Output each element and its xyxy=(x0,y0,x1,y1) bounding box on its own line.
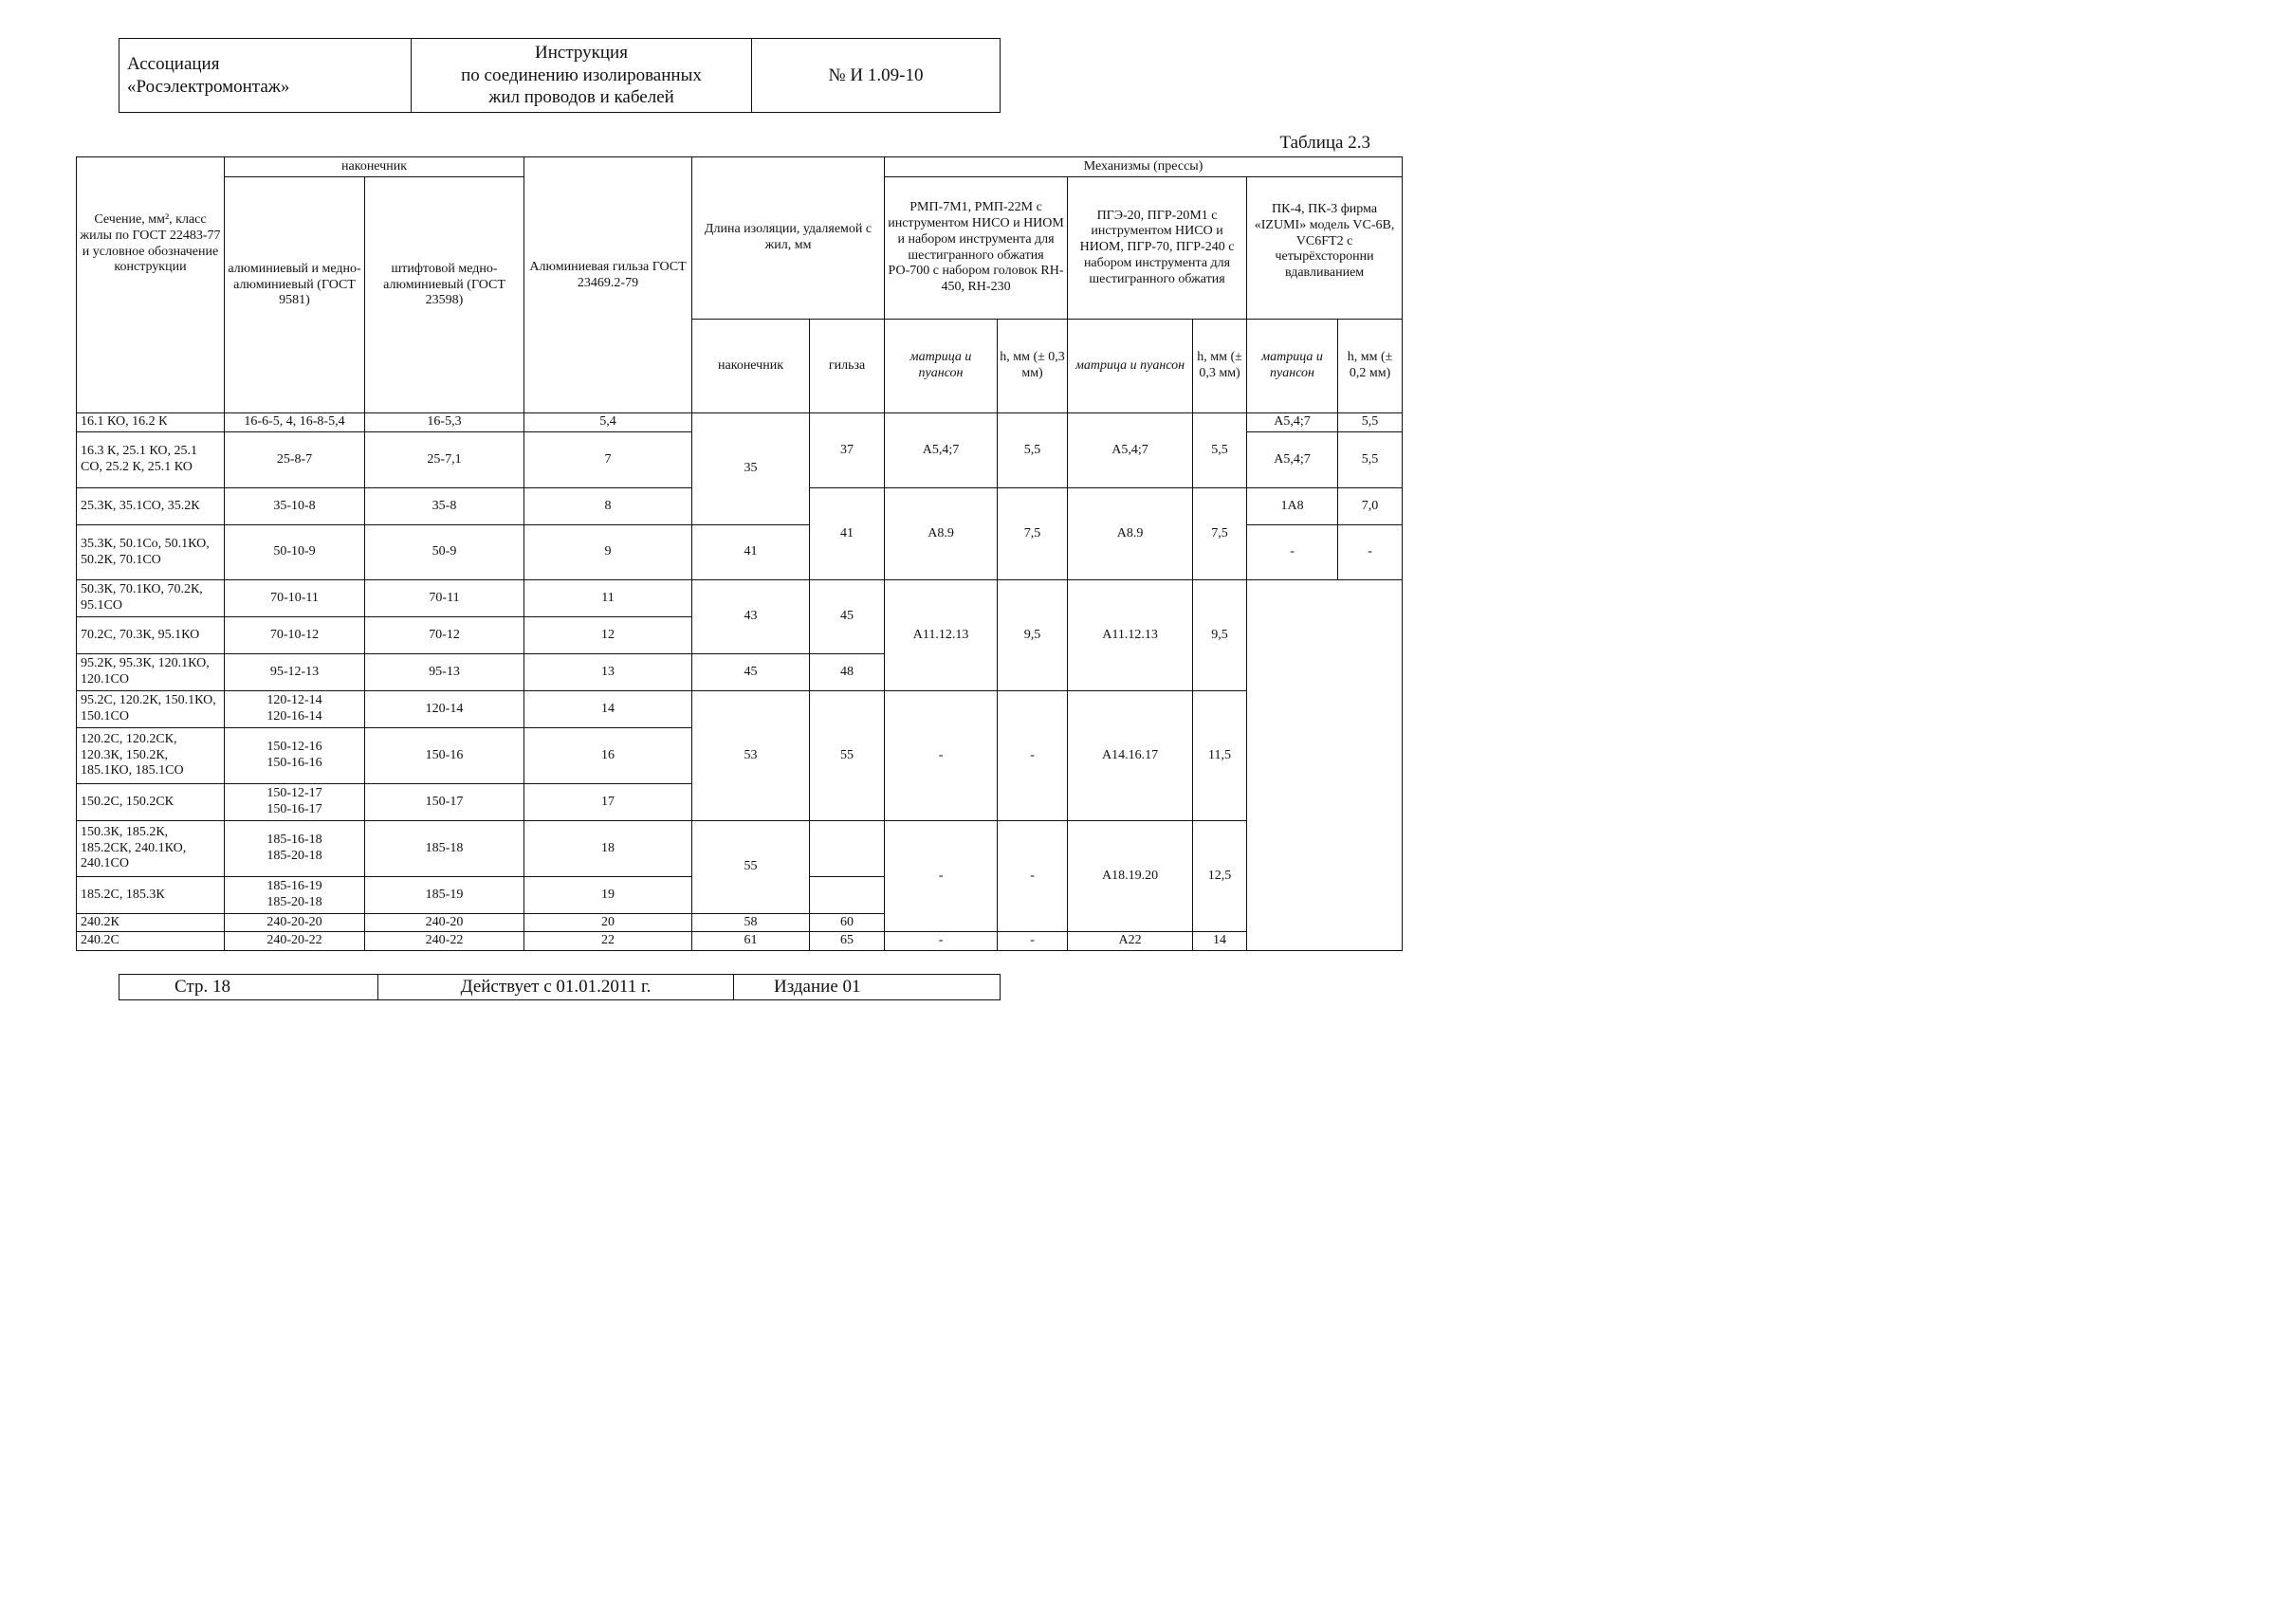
cell-sleeve: 11 xyxy=(524,580,692,617)
cell-section: 150.3К, 185.2К, 185.2СК, 240.1КО, 240.1СО xyxy=(77,821,225,877)
cell-strip-lug: 41 xyxy=(692,525,810,580)
cell-section: 16.1 КО, 16.2 К xyxy=(77,413,225,432)
cell-sleeve: 20 xyxy=(524,914,692,932)
cell-lug-pin: 70-12 xyxy=(365,617,524,654)
cell-sleeve: 9 xyxy=(524,525,692,580)
valid-from: Действует с 01.01.2011 г. xyxy=(378,975,734,1000)
cell-m3-die: - xyxy=(1247,525,1338,580)
col-header-m1-h: h, мм (± 0,3 мм) xyxy=(998,320,1068,413)
cell-lug-pin: 16-5,3 xyxy=(365,413,524,432)
cell-strip-lug: 53 xyxy=(692,691,810,821)
cell-m2-h: 7,5 xyxy=(1193,488,1247,580)
cell-lug-al: 70-10-11 xyxy=(225,580,365,617)
cell-m1-die: - xyxy=(885,932,998,951)
cell-sleeve: 14 xyxy=(524,691,692,728)
cell-m1-die: А11.12.13 xyxy=(885,580,998,691)
cell-m2-h: 9,5 xyxy=(1193,580,1247,691)
cell-section: 185.2С, 185.3К xyxy=(77,877,225,914)
cell-m2-h: 14 xyxy=(1193,932,1247,951)
document-title: Инструкция по соединению изолированных жил проводов и кабелей xyxy=(412,39,752,113)
cell-section: 50.3К, 70.1КО, 70.2К, 95.1СО xyxy=(77,580,225,617)
cell-m1-die: А8.9 xyxy=(885,488,998,580)
table-caption: Таблица 2.3 xyxy=(1279,133,1370,153)
col-header-mech2: ПГЭ-20, ПГР-20М1 с инструментом НИСО и НИОМ, ПГР-70, ПГР-240 с набором инструмента для шестигранного обжатия xyxy=(1068,177,1247,320)
cell-m3-h: - xyxy=(1338,525,1403,580)
col-header-m2-h: h, мм (± 0,3 мм) xyxy=(1193,320,1247,413)
cell-section: 95.2С, 120.2К, 150.1КО, 150.1СО xyxy=(77,691,225,728)
col-header-m2-die: матрица и пуансон xyxy=(1068,320,1193,413)
cell-lug-al: 35-10-8 xyxy=(225,488,365,525)
cell-m2-h: 11,5 xyxy=(1193,691,1247,821)
col-header-m3-die: матрица и пуансон xyxy=(1247,320,1338,413)
cell-section: 120.2С, 120.2СК, 120.3К, 150.2К, 185.1КО, 185.1СО xyxy=(77,728,225,784)
col-header-mech1: РМП-7М1, РМП-22М с инструментом НИСО и НИОМ и набором инструмента для шестигранного обжатия РО-700 с набором головок RH-450, RH-230 xyxy=(885,177,1068,320)
cell-sleeve: 5,4 xyxy=(524,413,692,432)
cell-sleeve: 13 xyxy=(524,654,692,691)
cell-m2-die: А14.16.17 xyxy=(1068,691,1193,821)
cell-lug-al: 16-6-5, 4, 16-8-5,4 xyxy=(225,413,365,432)
document-footer-table xyxy=(119,974,1001,1000)
cell-section: 16.3 К, 25.1 КО, 25.1 СО, 25.2 К, 25.1 КО xyxy=(77,432,225,488)
cell-m2-die: А5,4;7 xyxy=(1068,413,1193,488)
cell-m3-empty xyxy=(1247,580,1403,951)
cell-lug-al: 150-12-16 150-16-16 xyxy=(225,728,365,784)
crimping-data-table xyxy=(76,156,1403,951)
edition: Издание 01 xyxy=(734,975,1001,1000)
cell-lug-al: 70-10-12 xyxy=(225,617,365,654)
col-header-strip-sleeve: гильза xyxy=(810,320,885,413)
cell-sleeve: 17 xyxy=(524,784,692,821)
cell-m1-h: 7,5 xyxy=(998,488,1068,580)
cell-strip-sleeve: 48 xyxy=(810,654,885,691)
document-header-table xyxy=(119,38,1001,113)
cell-section: 25.3К, 35.1СО, 35.2К xyxy=(77,488,225,525)
cell-m1-h: 5,5 xyxy=(998,413,1068,488)
cell-strip-sleeve: 45 xyxy=(810,580,885,654)
cell-section: 35.3К, 50.1Со, 50.1КО, 50.2К, 70.1СО xyxy=(77,525,225,580)
cell-sleeve: 16 xyxy=(524,728,692,784)
cell-section: 150.2С, 150.2СК xyxy=(77,784,225,821)
cell-strip-sleeve: 55 xyxy=(810,691,885,821)
document-number: № И 1.09-10 xyxy=(752,39,1001,113)
cell-m2-die: А8.9 xyxy=(1068,488,1193,580)
table-row xyxy=(77,821,1403,877)
cell-lug-pin: 50-9 xyxy=(365,525,524,580)
cell-section: 240.2С xyxy=(77,932,225,951)
col-header-section: Сечение, мм², класс жилы по ГОСТ 22483-77 и условное обозначение конструкции xyxy=(77,157,225,413)
table-row xyxy=(77,413,1403,432)
cell-strip-lug: 43 xyxy=(692,580,810,654)
cell-section: 240.2К xyxy=(77,914,225,932)
table-row xyxy=(77,932,1403,951)
cell-lug-al: 25-8-7 xyxy=(225,432,365,488)
col-header-strip-length: Длина изоляции, удаляемой с жил, мм xyxy=(692,157,885,320)
cell-lug-al: 95-12-13 xyxy=(225,654,365,691)
cell-lug-pin: 70-11 xyxy=(365,580,524,617)
col-header-m1-die: матрица и пуансон xyxy=(885,320,998,413)
organization-name: Ассоциация «Росэлектромонтаж» xyxy=(119,39,412,113)
cell-section: 70.2С, 70.3К, 95.1КО xyxy=(77,617,225,654)
cell-strip-sleeve-empty xyxy=(810,821,885,877)
cell-strip-lug: 55 xyxy=(692,821,810,914)
cell-m2-h: 12,5 xyxy=(1193,821,1247,932)
cell-strip-lug: 58 xyxy=(692,914,810,932)
cell-lug-pin: 185-19 xyxy=(365,877,524,914)
cell-lug-pin: 120-14 xyxy=(365,691,524,728)
cell-sleeve: 7 xyxy=(524,432,692,488)
cell-lug-al: 150-12-17 150-16-17 xyxy=(225,784,365,821)
col-header-lug-al: алюминиевый и медно-алюминиевый (ГОСТ 9581) xyxy=(225,177,365,413)
cell-m3-die: А5,4;7 xyxy=(1247,432,1338,488)
cell-strip-sleeve: 37 xyxy=(810,413,885,488)
cell-lug-al: 185-16-19 185-20-18 xyxy=(225,877,365,914)
cell-m1-h: 9,5 xyxy=(998,580,1068,691)
cell-strip-sleeve: 65 xyxy=(810,932,885,951)
cell-sleeve: 8 xyxy=(524,488,692,525)
cell-lug-pin: 240-20 xyxy=(365,914,524,932)
col-header-lug-pin: штифтовой медно-алюминиевый (ГОСТ 23598) xyxy=(365,177,524,413)
cell-lug-al: 120-12-14 120-16-14 xyxy=(225,691,365,728)
cell-strip-lug: 61 xyxy=(692,932,810,951)
cell-strip-lug: 45 xyxy=(692,654,810,691)
cell-strip-lug: 35 xyxy=(692,413,810,525)
cell-m1-die: А5,4;7 xyxy=(885,413,998,488)
cell-strip-sleeve: 60 xyxy=(810,914,885,932)
cell-lug-pin: 150-17 xyxy=(365,784,524,821)
cell-m3-h: 5,5 xyxy=(1338,432,1403,488)
col-header-sleeve: Алюминиевая гильза ГОСТ 23469.2-79 xyxy=(524,157,692,413)
cell-lug-pin: 95-13 xyxy=(365,654,524,691)
cell-m1-h: - xyxy=(998,821,1068,932)
cell-section: 95.2К, 95.3К, 120.1КО, 120.1СО xyxy=(77,654,225,691)
cell-sleeve: 12 xyxy=(524,617,692,654)
table-row xyxy=(77,580,1403,617)
cell-lug-pin: 240-22 xyxy=(365,932,524,951)
cell-strip-sleeve: 41 xyxy=(810,488,885,580)
cell-lug-al: 50-10-9 xyxy=(225,525,365,580)
cell-m3-die: А5,4;7 xyxy=(1247,413,1338,432)
cell-lug-pin: 150-16 xyxy=(365,728,524,784)
cell-strip-sleeve-empty xyxy=(810,877,885,914)
cell-m3-die: 1А8 xyxy=(1247,488,1338,525)
cell-lug-pin: 185-18 xyxy=(365,821,524,877)
cell-m1-h: - xyxy=(998,932,1068,951)
page-number: Стр. 18 xyxy=(119,975,378,1000)
cell-sleeve: 19 xyxy=(524,877,692,914)
cell-m2-h: 5,5 xyxy=(1193,413,1247,488)
cell-lug-al: 185-16-18 185-20-18 xyxy=(225,821,365,877)
cell-sleeve: 22 xyxy=(524,932,692,951)
col-header-lug-group: наконечник xyxy=(225,157,524,177)
col-header-strip-lug: наконечник xyxy=(692,320,810,413)
cell-lug-pin: 35-8 xyxy=(365,488,524,525)
cell-m2-die: А18.19.20 xyxy=(1068,821,1193,932)
col-header-m3-h: h, мм (± 0,2 мм) xyxy=(1338,320,1403,413)
cell-m1-die: - xyxy=(885,691,998,821)
cell-m3-h: 7,0 xyxy=(1338,488,1403,525)
col-header-mechanisms: Механизмы (прессы) xyxy=(885,157,1403,177)
cell-sleeve: 18 xyxy=(524,821,692,877)
cell-m1-die: - xyxy=(885,821,998,932)
table-row xyxy=(77,691,1403,728)
col-header-mech3: ПК-4, ПК-3 фирма «IZUMI» модель VC-6B, VC6FT2 с четырёхсторонни вдавливанием xyxy=(1247,177,1403,320)
cell-m3-h: 5,5 xyxy=(1338,413,1403,432)
cell-lug-pin: 25-7,1 xyxy=(365,432,524,488)
cell-lug-al: 240-20-20 xyxy=(225,914,365,932)
cell-m2-die: А22 xyxy=(1068,932,1193,951)
cell-lug-al: 240-20-22 xyxy=(225,932,365,951)
cell-m1-h: - xyxy=(998,691,1068,821)
cell-m2-die: А11.12.13 xyxy=(1068,580,1193,691)
